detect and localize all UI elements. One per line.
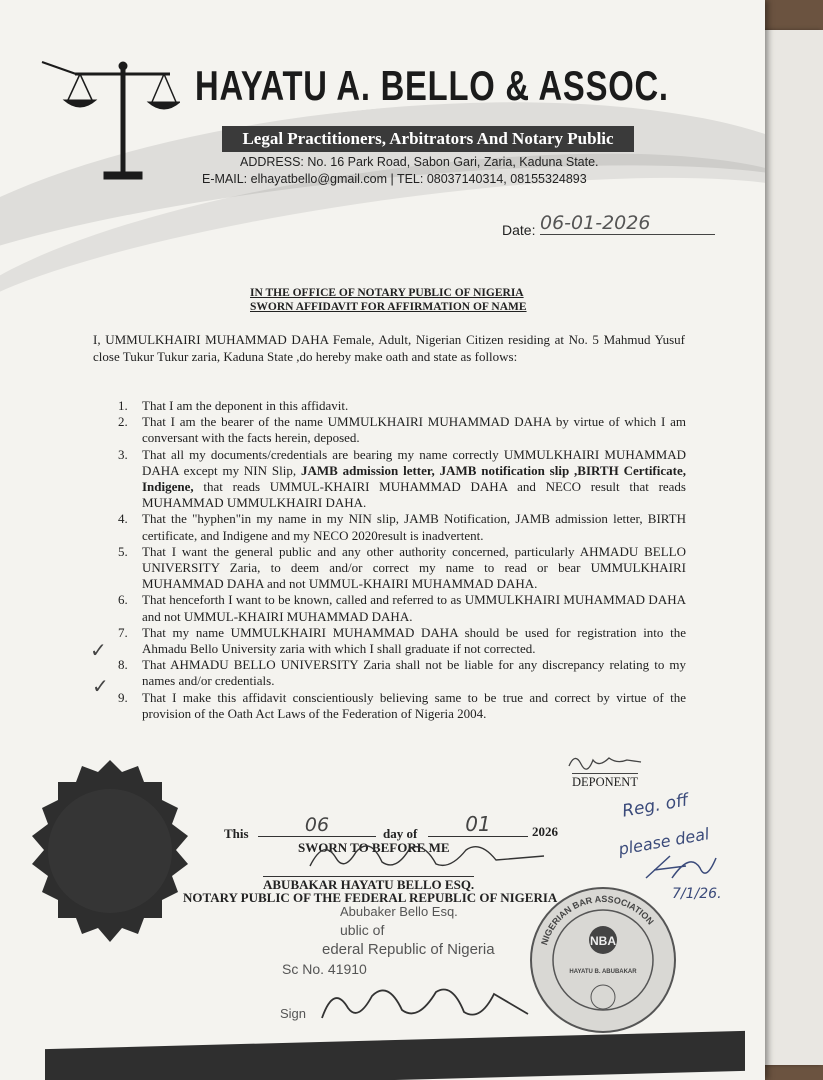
handwritten-note-date: 7/1/26. [672, 886, 722, 902]
deponent-label: DEPONENT [572, 775, 638, 789]
list-item [118, 625, 686, 657]
jurat-day-handwritten: 06 [258, 814, 376, 837]
jurat-this-label: This [224, 826, 249, 841]
clause-number: 4. [118, 511, 128, 527]
handwritten-note-line: Reg. off [620, 790, 690, 822]
stamp-sc-number: Sc No. 41910 [282, 961, 367, 977]
clause-text: That AHMADU BELLO UNIVERSITY Zaria shall not be liable for any discrepancy relating to my names and/or credentials. [142, 657, 686, 689]
list-item [118, 690, 686, 722]
clause-text: That I make this affidavit conscientiously believing same to be true and correct by virtue of the provision of the Oath Act Laws of the Federation of Nigeria 2004. [142, 689, 686, 721]
stamp-signature-icon [314, 978, 534, 1028]
nba-holder: HAYATU B. ABUBAKAR [569, 969, 637, 975]
list-item [118, 414, 686, 446]
nba-seal-icon [528, 885, 678, 1035]
jurat-month-handwritten: 01 [428, 812, 528, 837]
clause-number: 5. [118, 543, 128, 559]
scales-of-justice-icon [40, 60, 180, 185]
stamp-sign-label: Sign [280, 1006, 307, 1021]
embossed-seal-icon [22, 758, 198, 948]
handwritten-note-line: please deal [617, 824, 711, 859]
list-item [118, 511, 686, 543]
jurat-year: 2026 [532, 824, 558, 839]
checkmark-icon: ✓ [92, 674, 109, 698]
clause-number: 1. [118, 398, 128, 413]
clause-number: 7. [118, 624, 128, 640]
clause-number: 3. [118, 446, 128, 462]
handwritten-initials-icon [640, 848, 720, 888]
footer-bar [45, 1031, 745, 1080]
stamp-name: Abubaker Bello Esq. [340, 904, 458, 919]
clause-number: 8. [118, 657, 128, 673]
affidavit-title: SWORN AFFIDAVIT FOR AFFIRMATION OF NAME [250, 301, 527, 313]
clause-text: That the "hyphen"in my name in my NIN slip, JAMB Notification, JAMB admission letter, BIRTH certificate, and Indigene and my NECO 2020result is inadvertent. [142, 511, 686, 543]
firm-contact: E-MAIL: elhayatbello@gmail.com | TEL: 08037140314, 08155324893 [202, 172, 587, 186]
list-item [118, 544, 686, 593]
clause-text: That henceforth I want to be known, called and referred to as UMMULKHAIRI MUHAMMAD DAHA and not UMMUL-KHAIRI MUHAMMAD DAHA. [142, 592, 686, 624]
list-item [118, 592, 686, 624]
office-heading: IN THE OFFICE OF NOTARY PUBLIC OF NIGERIA [250, 287, 524, 299]
sworn-before-me: SWORN TO BEFORE ME [298, 840, 450, 855]
clause-number: 9. [118, 689, 128, 705]
nba-abbr: NBA [590, 934, 616, 948]
list-item [118, 398, 686, 414]
nba-ring-text: NIGERIAN BAR ASSOCIATION [539, 893, 656, 947]
clause-text: That all my documents/credentials are bearing my name correctly UMMULKHAIRI MUHAMMAD DAHA except my NIN Slip, [142, 446, 686, 478]
clause-text: that reads UMMUL-KHAIRI MUHAMMAD DAHA and NECO result that reads MUHAMMAD UMMULKHAIRI DAHA. [142, 479, 686, 511]
jurat-dayof-label: day of [383, 826, 418, 841]
deponent-signature-icon [565, 750, 645, 772]
intro-paragraph: I, UMMULKHAIRI MUHAMMAD DAHA Female, Adult, Nigerian Citizen residing at No. 5 Mahmud Yusuf close Tukur Tukur zaria, Kaduna State ,do hereby make oath and state as follows: [93, 332, 685, 364]
firm-name: HAYATU A. BELLO & ASSOC. [195, 62, 669, 109]
clause-number: 6. [118, 592, 128, 608]
date-handwritten: 06-01-2026 [540, 212, 715, 235]
practice-banner: Legal Practitioners, Arbitrators And Notary Public [222, 126, 634, 152]
notary-title: NOTARY PUBLIC OF THE FEDERAL REPUBLIC OF NIGERIA [183, 890, 558, 905]
stamp-line: ederal Republic of Nigeria [322, 941, 495, 958]
clause-number: 2. [118, 414, 128, 430]
date-label: Date: [502, 222, 536, 238]
notary-signature-icon [300, 836, 550, 876]
clause-text: That I am the deponent in this affidavit. [142, 398, 349, 413]
clause-text: That I am the bearer of the name UMMULKHAIRI MUHAMMAD DAHA by virtue of which I am conversant with the facts herein, deposed. [142, 414, 686, 446]
stamp-line: ublic of [340, 922, 385, 938]
list-item [118, 447, 686, 512]
list-item [118, 657, 686, 689]
clause-bold-text: JAMB admission letter, JAMB notification slip ,BIRTH Certificate, Indigene, [142, 462, 686, 495]
affidavit-clauses [118, 398, 686, 722]
clause-text: That I want the general public and any other authority concerned, particularly AHMADU BELLO UNIVERSITY Zaria, to deem and/or correct my name to read or bear UMMULKHAIRI MUHAMMAD DAHA and not UMMUL-KHAIRI MUHAMMAD DAHA. [142, 543, 686, 592]
notary-name: ABUBAKAR HAYATU BELLO ESQ. [263, 877, 475, 892]
firm-address: ADDRESS: No. 16 Park Road, Sabon Gari, Zaria, Kaduna State. [240, 155, 599, 169]
clause-text: That my name UMMULKHAIRI MUHAMMAD DAHA should be used for registration into the Ahmadu Bello University zaria with which I shall graduate if not corrected. [142, 624, 686, 657]
checkmark-icon: ✓ [90, 638, 107, 662]
